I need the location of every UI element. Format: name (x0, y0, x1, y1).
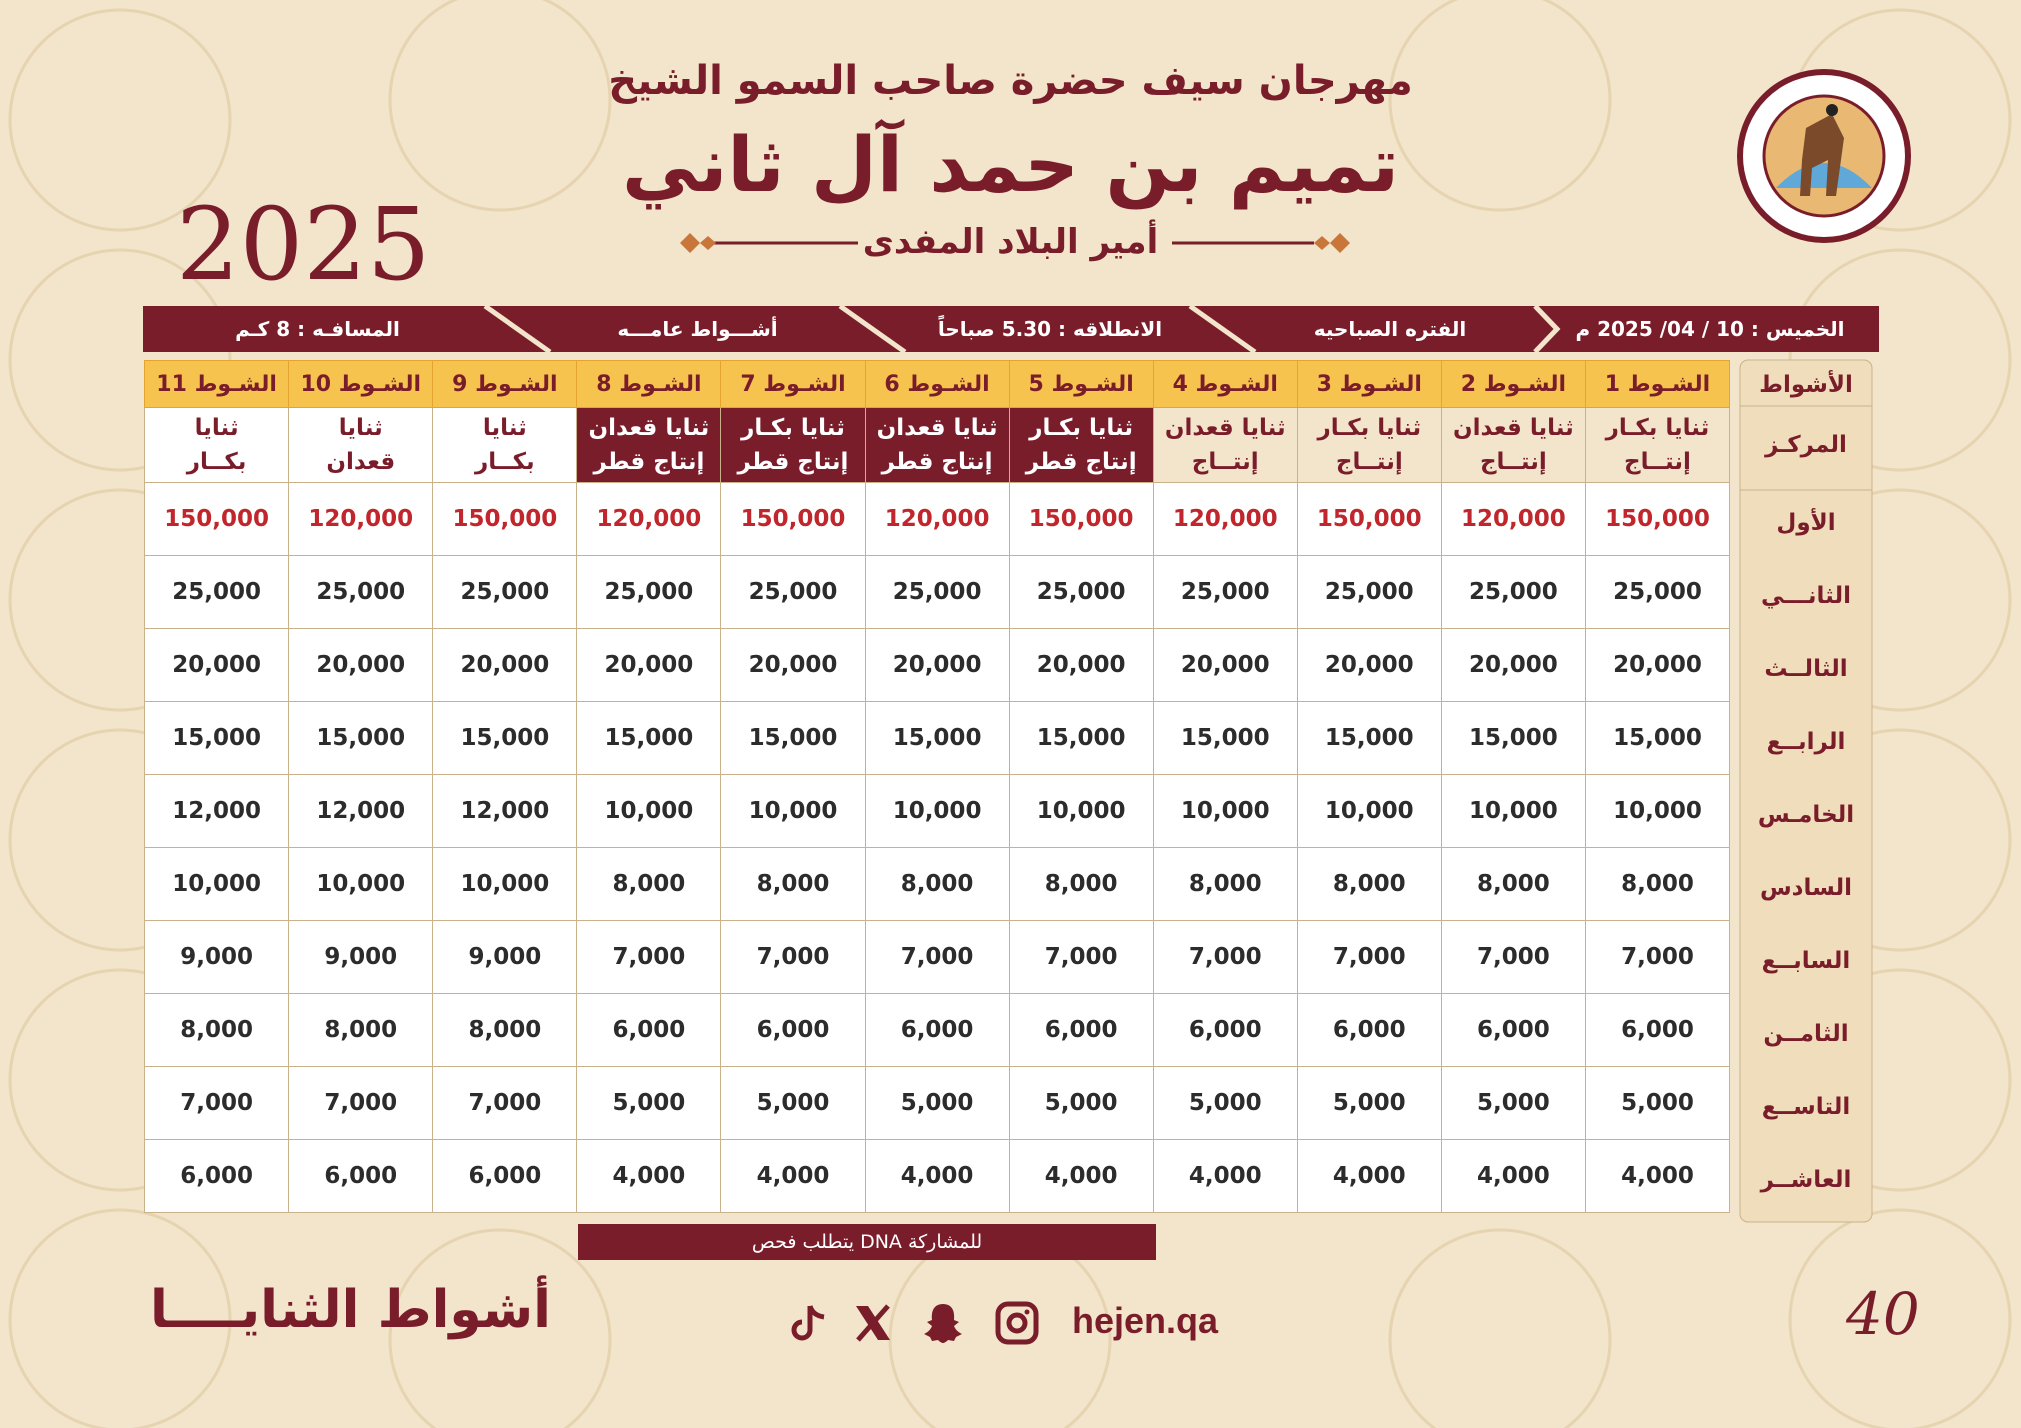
heat-category-breed: إنتــاج (1191, 449, 1259, 475)
prize-cell: 15,000 (1585, 702, 1729, 775)
prize-cell: 10,000 (145, 848, 289, 921)
prize-cell: 15,000 (721, 702, 865, 775)
footer-title: أشواط الثنايــــا (150, 1280, 551, 1340)
prize-cell: 6,000 (1297, 994, 1441, 1067)
prize-cell: 25,000 (1297, 556, 1441, 629)
prize-cell: 25,000 (145, 556, 289, 629)
prize-cell: 15,000 (433, 702, 577, 775)
prize-cell: 120,000 (577, 483, 721, 556)
prize-cell: 25,000 (865, 556, 1009, 629)
prize-cell: 4,000 (1153, 1140, 1297, 1213)
prize-cell: 7,000 (721, 921, 865, 994)
prize-cell: 25,000 (289, 556, 433, 629)
heat-category-age: ثنايا بكـار (1317, 415, 1422, 441)
table-row (145, 1140, 1730, 1213)
prize-cell: 150,000 (1585, 483, 1729, 556)
heat-category-breed: بكــار (186, 449, 247, 475)
prize-cell: 25,000 (721, 556, 865, 629)
prize-cell: 7,000 (1153, 921, 1297, 994)
table-row (145, 775, 1730, 848)
prize-cell: 6,000 (145, 1140, 289, 1213)
prize-cell: 5,000 (1153, 1067, 1297, 1140)
prize-table (144, 360, 1730, 1213)
prize-cell: 20,000 (577, 629, 721, 702)
festival-subtitle: أمير البلاد المفدى (862, 222, 1159, 262)
prize-cell: 6,000 (1153, 994, 1297, 1067)
snapchat-icon[interactable] (920, 1300, 966, 1346)
prize-cell: 5,000 (1297, 1067, 1441, 1140)
prize-cell: 10,000 (865, 775, 1009, 848)
heat-category-breed: بكــار (475, 449, 535, 475)
prize-cell: 120,000 (289, 483, 433, 556)
prize-cell: 7,000 (289, 1067, 433, 1140)
prize-cell: 5,000 (1009, 1067, 1153, 1140)
prize-cell: 15,000 (1153, 702, 1297, 775)
prize-cell: 6,000 (1585, 994, 1729, 1067)
prize-cell: 150,000 (721, 483, 865, 556)
prize-cell: 10,000 (1153, 775, 1297, 848)
prize-cell: 25,000 (1153, 556, 1297, 629)
prize-cell: 7,000 (865, 921, 1009, 994)
prize-cell: 7,000 (577, 921, 721, 994)
row-label-place-7: السابــع (1761, 948, 1851, 974)
heat-header-11: الشـوط 11 (145, 361, 289, 408)
prize-cell: 20,000 (1153, 629, 1297, 702)
row-label-place-8: الثامــن (1763, 1021, 1849, 1047)
prize-cell: 8,000 (1153, 848, 1297, 921)
table-row (145, 994, 1730, 1067)
heat-category-10 (289, 408, 433, 483)
prize-cell: 10,000 (433, 848, 577, 921)
prize-cell: 4,000 (1297, 1140, 1441, 1213)
festival-title-line2: تميم بن حمد آل ثاني (622, 120, 1399, 209)
prize-cell: 10,000 (1441, 775, 1585, 848)
prize-cell: 15,000 (865, 702, 1009, 775)
prize-cell: 12,000 (145, 775, 289, 848)
prize-cell: 150,000 (1009, 483, 1153, 556)
prize-cell: 4,000 (1009, 1140, 1153, 1213)
prize-cell: 20,000 (1585, 629, 1729, 702)
prize-cell: 15,000 (1297, 702, 1441, 775)
prize-cell: 15,000 (1009, 702, 1153, 775)
prize-cell: 9,000 (289, 921, 433, 994)
prize-cell: 20,000 (1441, 629, 1585, 702)
heat-category-breed: إنتاج قطر (881, 449, 993, 475)
prize-cell: 120,000 (1441, 483, 1585, 556)
hejen-logo (1736, 68, 1912, 244)
prize-cell: 10,000 (577, 775, 721, 848)
prize-cell: 4,000 (865, 1140, 1009, 1213)
heat-header-3: الشـوط 3 (1297, 361, 1441, 408)
heat-header-9: الشـوط 9 (433, 361, 577, 408)
race-start-time: الانطلاقه : 5.30 صباحاً (937, 317, 1163, 341)
heat-header-1: الشـوط 1 (1585, 361, 1729, 408)
prize-cell: 6,000 (721, 994, 865, 1067)
heat-category-8 (577, 408, 721, 483)
prize-cell: 7,000 (1009, 921, 1153, 994)
heat-category-3 (1297, 408, 1441, 483)
heat-category-11 (145, 408, 289, 483)
row-label-place-10: العاشــر (1760, 1167, 1852, 1193)
prize-cell: 10,000 (1585, 775, 1729, 848)
prize-cell: 15,000 (577, 702, 721, 775)
prize-cell: 150,000 (1297, 483, 1441, 556)
heat-category-breed: إنتاج قطر (737, 449, 849, 475)
heat-category-2 (1441, 408, 1585, 483)
tiktok-icon[interactable] (786, 1300, 832, 1346)
heat-category-age: ثنايا بكـار (741, 415, 845, 441)
table-row (145, 1067, 1730, 1140)
prize-cell: 25,000 (1009, 556, 1153, 629)
prize-cell: 4,000 (1585, 1140, 1729, 1213)
heat-header-6: الشـوط 6 (865, 361, 1009, 408)
prize-cell: 25,000 (1441, 556, 1585, 629)
prize-cell: 12,000 (289, 775, 433, 848)
row-label-position: المركـز (1765, 432, 1847, 458)
race-type: أشـــواط عامـــه (617, 317, 778, 341)
x-icon[interactable] (850, 1300, 896, 1346)
prize-cell: 10,000 (721, 775, 865, 848)
row-label-place-1: الأول (1776, 510, 1836, 536)
prize-cell: 8,000 (1009, 848, 1153, 921)
table-row (145, 483, 1730, 556)
heat-header-8: الشـوط 8 (577, 361, 721, 408)
heat-category-6 (865, 408, 1009, 483)
prize-cell: 150,000 (145, 483, 289, 556)
heat-category-age: ثنايا قعدان (876, 415, 998, 441)
dna-note: يتطلب فحص DNA للمشاركة (578, 1224, 1156, 1260)
prize-cell: 120,000 (1153, 483, 1297, 556)
prize-cell: 6,000 (289, 1140, 433, 1213)
prize-cell: 8,000 (433, 994, 577, 1067)
prize-cell: 7,000 (1441, 921, 1585, 994)
heat-category-age: ثنايا (482, 415, 527, 441)
prize-cell: 5,000 (577, 1067, 721, 1140)
prize-cell: 25,000 (577, 556, 721, 629)
prize-cell: 8,000 (577, 848, 721, 921)
prize-cell: 25,000 (433, 556, 577, 629)
prize-cell: 7,000 (433, 1067, 577, 1140)
row-label-place-5: الخامـس (1757, 802, 1855, 828)
heat-category-breed: قعدان (326, 449, 396, 475)
heat-category-age: ثنايا (194, 415, 239, 441)
prize-cell: 15,000 (289, 702, 433, 775)
heat-category-breed: إنتــاج (1479, 449, 1547, 475)
prize-cell: 10,000 (1297, 775, 1441, 848)
prize-cell: 5,000 (1585, 1067, 1729, 1140)
prize-cell: 7,000 (145, 1067, 289, 1140)
prize-cell: 6,000 (577, 994, 721, 1067)
prize-cell: 5,000 (865, 1067, 1009, 1140)
prize-cell: 20,000 (289, 629, 433, 702)
year: 2025 (176, 186, 431, 303)
heat-category-4 (1153, 408, 1297, 483)
heat-header-2: الشـوط 2 (1441, 361, 1585, 408)
website-link[interactable]: hejen.qa (1072, 1300, 1219, 1341)
prize-cell: 5,000 (1441, 1067, 1585, 1140)
prize-cell: 20,000 (721, 629, 865, 702)
heat-category-age: ثنايا بكـار (1029, 415, 1133, 441)
row-label-place-9: التاســع (1761, 1094, 1851, 1120)
prize-cell: 10,000 (1009, 775, 1153, 848)
prize-cell: 4,000 (1441, 1140, 1585, 1213)
prize-cell: 8,000 (289, 994, 433, 1067)
prize-cell: 4,000 (577, 1140, 721, 1213)
prize-cell: 12,000 (433, 775, 577, 848)
prize-cell: 6,000 (433, 1140, 577, 1213)
prize-cell: 6,000 (1009, 994, 1153, 1067)
prize-cell: 7,000 (1585, 921, 1729, 994)
prize-cell: 150,000 (433, 483, 577, 556)
heat-category-age: ثنايا بكـار (1605, 415, 1710, 441)
prize-cell: 25,000 (1585, 556, 1729, 629)
prize-cell: 8,000 (1441, 848, 1585, 921)
heat-category-9 (433, 408, 577, 483)
row-label-heats: الأشواط (1759, 372, 1853, 398)
page-number: 40 (1846, 1280, 1920, 1348)
race-date: الخميس : 10 / 04/ 2025 م (1575, 317, 1845, 341)
heat-category-breed: إنتــاج (1624, 449, 1691, 475)
prize-cell: 8,000 (1297, 848, 1441, 921)
prize-cell: 7,000 (1297, 921, 1441, 994)
heat-header-4: الشـوط 4 (1153, 361, 1297, 408)
race-period: الفتره الصباحيه (1313, 317, 1467, 341)
heat-category-age: ثنايا قعدان (1164, 415, 1286, 441)
prize-cell: 8,000 (865, 848, 1009, 921)
row-label-place-3: الثالــث (1764, 656, 1848, 682)
prize-cell: 6,000 (1441, 994, 1585, 1067)
prize-cell: 20,000 (433, 629, 577, 702)
prize-cell: 9,000 (145, 921, 289, 994)
prize-cell: 8,000 (1585, 848, 1729, 921)
festival-title-line1: مهرجان سيف حضرة صاحب السمو الشيخ (608, 58, 1413, 104)
heat-category-age: ثنايا قعدان (588, 415, 710, 441)
table-row (145, 556, 1730, 629)
heat-header-10: الشـوط 10 (289, 361, 433, 408)
prize-cell: 6,000 (865, 994, 1009, 1067)
row-label-place-6: السادس (1759, 875, 1853, 901)
heat-category-breed: إنتاج قطر (1025, 449, 1137, 475)
instagram-icon[interactable] (994, 1300, 1040, 1346)
table-row (145, 921, 1730, 994)
prize-cell: 8,000 (721, 848, 865, 921)
heat-category-breed: إنتاج قطر (593, 449, 705, 475)
heat-category-age: ثنايا قعدان (1452, 415, 1574, 441)
prize-cell: 9,000 (433, 921, 577, 994)
prize-cell: 20,000 (145, 629, 289, 702)
heat-category-7 (721, 408, 865, 483)
table-row (145, 848, 1730, 921)
prize-cell: 5,000 (721, 1067, 865, 1140)
prize-cell: 20,000 (1297, 629, 1441, 702)
heat-category-age: ثنايا (338, 415, 383, 441)
heat-category-breed: إنتــاج (1335, 449, 1403, 475)
table-row (145, 629, 1730, 702)
row-label-place-4: الرابــع (1766, 729, 1846, 755)
race-distance: المسافـه : 8 كـم (235, 317, 400, 341)
prize-cell: 20,000 (865, 629, 1009, 702)
prize-cell: 120,000 (865, 483, 1009, 556)
prize-cell: 15,000 (1441, 702, 1585, 775)
prize-cell: 20,000 (1009, 629, 1153, 702)
prize-cell: 8,000 (145, 994, 289, 1067)
heat-category-5 (1009, 408, 1153, 483)
heat-header-5: الشـوط 5 (1009, 361, 1153, 408)
heat-category-1 (1585, 408, 1729, 483)
table-row (145, 702, 1730, 775)
heat-header-7: الشـوط 7 (721, 361, 865, 408)
row-label-place-2: الثانـــي (1760, 583, 1852, 609)
prize-cell: 10,000 (289, 848, 433, 921)
prize-cell: 4,000 (721, 1140, 865, 1213)
prize-cell: 15,000 (145, 702, 289, 775)
